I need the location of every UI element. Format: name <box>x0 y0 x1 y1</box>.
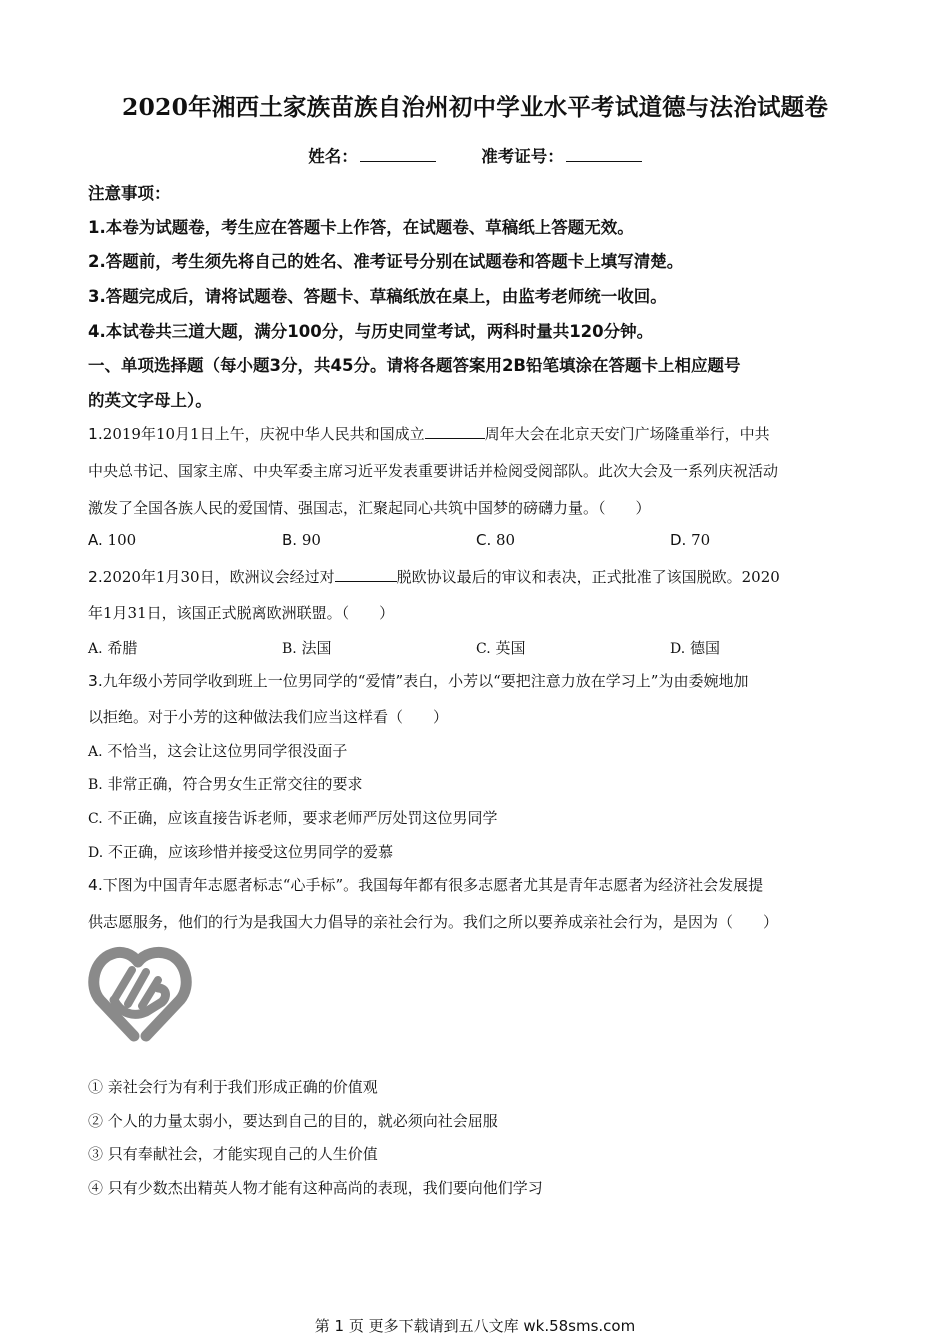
question-3 <box>88 670 748 691</box>
option-c[interactable]: C. 不正确，应该直接告诉老师，要求老师严厉处罚这位男同学 <box>88 809 498 827</box>
page-footer: 第 1 页 更多下载请到五八文库 wk.58sms.com <box>314 1317 636 1335</box>
statement-1: ① 亲社会行为有利于我们形成正确的价值观 <box>88 1078 378 1096</box>
question-text: 2020年1月30日，欧洲议会经过对 <box>102 568 335 586</box>
question-text: 脱欧协议最后的审议和表决，正式批准了该国脱欧。2020 <box>396 568 780 586</box>
candidate-info <box>0 143 950 167</box>
exam-id-label: 准考证号： <box>481 147 564 166</box>
question-text: 九年级小芳同学收到班上一位男同学的“爱情”表白，小芳以“要把注意力放在学习上”为由委婉地加 <box>102 672 749 690</box>
notice-item: 2.答题前，考生须先将自己的姓名、准考证号分别在试题卷和答题卡上填写清楚。 <box>88 252 684 271</box>
question-text: 2019年10月1日上午，庆祝中华人民共和国成立 <box>102 425 425 443</box>
option-a[interactable]: A. 希腊 <box>88 639 138 657</box>
name-blank <box>360 146 436 162</box>
question-4 <box>88 874 763 895</box>
statement-2: ② 个人的力量太弱小，要达到自己的目的，就必须向社会屈服 <box>88 1112 498 1130</box>
question-number: 1. <box>88 425 103 443</box>
notice-item: 4.本试卷共三道大题，满分100分，与历史同堂考试，两科时量共120分钟。 <box>88 322 654 341</box>
question-2 <box>88 566 780 587</box>
question-1-line3: 激发了全国各族人民的爱国情、强国志，汇聚起同心共筑中国梦的磅礴力量。（ ） <box>88 499 651 517</box>
option-d[interactable]: D. 不正确，应该珍惜并接受这位男同学的爱慕 <box>88 843 393 861</box>
question-1 <box>88 423 770 444</box>
exam-title: 2020年湘西土家族苗族自治州初中学业水平考试道德与法治试题卷 <box>121 93 829 121</box>
question-2-line2: 年1月31日，该国正式脱离欧洲联盟。（ ） <box>88 604 395 622</box>
question-4-line2: 供志愿服务，他们的行为是我国大力倡导的亲社会行为。我们之所以要养成亲社会行为，是因为（ ） <box>88 913 779 931</box>
option-b[interactable]: B. 90 <box>282 531 321 549</box>
option-c[interactable]: C. 80 <box>476 531 516 549</box>
question-3-line2: 以拒绝。对于小芳的这种做法我们应当这样看（ ） <box>88 708 449 726</box>
answer-blank <box>335 567 397 582</box>
notice-item: 1.本卷为试题卷，考生应在答题卡上作答，在试题卷、草稿纸上答题无效。 <box>88 218 634 237</box>
statement-3: ③ 只有奉献社会，才能实现自己的人生价值 <box>88 1145 378 1163</box>
option-b[interactable]: B. 法国 <box>282 639 332 657</box>
question-number: 3. <box>88 672 103 690</box>
exam-id-blank <box>566 146 642 162</box>
name-label: 姓名： <box>308 147 358 166</box>
option-a[interactable]: A. 不恰当，这会让这位男同学很没面子 <box>88 742 348 760</box>
answer-blank <box>425 424 485 439</box>
option-b[interactable]: B. 非常正确，符合男女生正常交往的要求 <box>88 775 363 793</box>
option-d[interactable]: D. 德国 <box>670 639 720 657</box>
question-1-line2: 中央总书记、国家主席、中央军委主席习近平发表重要讲话并检阅受阅部队。此次大会及一系列庆祝活动 <box>88 462 779 480</box>
question-number: 2. <box>88 568 103 586</box>
statement-4: ④ 只有少数杰出精英人物才能有这种高尚的表现，我们要向他们学习 <box>88 1179 543 1197</box>
question-text: 下图为中国青年志愿者标志“心手标”。我国每年都有很多志愿者尤其是青年志愿者为经济社会发展提 <box>102 876 764 894</box>
question-number: 4. <box>88 876 103 894</box>
section-heading: 一、单项选择题（每小题3分，共45分。请将各题答案用2B铅笔填涂在答题卡上相应题号 <box>88 356 741 375</box>
question-text: 周年大会在北京天安门广场隆重举行，中共 <box>484 425 770 443</box>
heart-hand-logo-icon <box>88 940 192 1044</box>
notice-heading: 注意事项： <box>88 184 171 203</box>
option-d[interactable]: D. 70 <box>670 531 711 549</box>
section-heading-cont: 的英文字母上）。 <box>88 391 212 410</box>
option-c[interactable]: C. 英国 <box>476 639 526 657</box>
notice-item: 3.答题完成后，请将试题卷、答题卡、草稿纸放在桌上，由监考老师统一收回。 <box>88 287 667 306</box>
option-a[interactable]: A. 100 <box>88 531 137 549</box>
